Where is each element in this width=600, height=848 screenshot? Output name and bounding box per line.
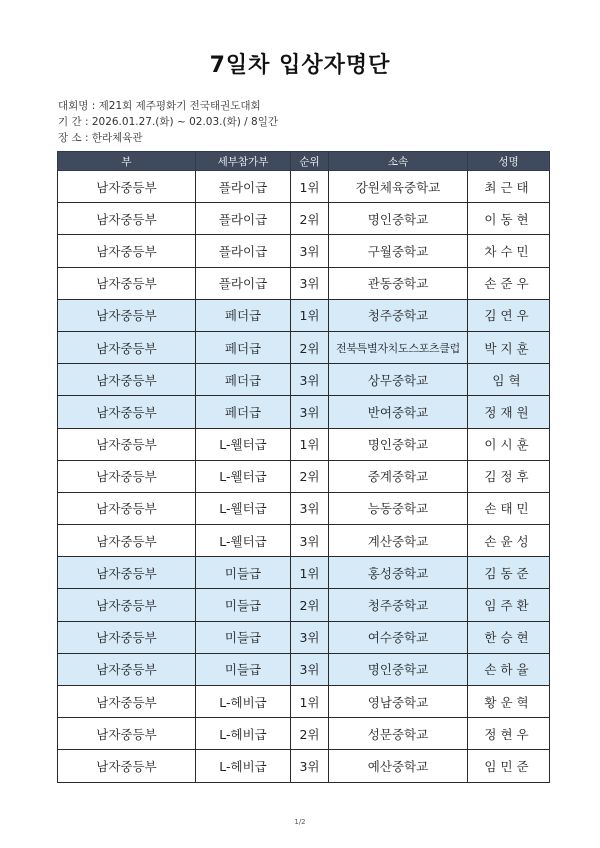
cell-division: 남자중등부 — [58, 396, 196, 428]
cell-club: 성문중학교 — [329, 718, 468, 750]
cell-name: 임주환 — [468, 589, 550, 621]
cell-weight-class: 페더급 — [196, 364, 291, 396]
cell-division: 남자중등부 — [58, 460, 196, 492]
cell-weight-class: 페더급 — [196, 299, 291, 331]
cell-club: 구월중학교 — [329, 235, 468, 267]
page-number: 1/2 — [294, 818, 306, 826]
cell-club: 예산중학교 — [329, 750, 468, 782]
cell-weight-class: L-헤비급 — [196, 750, 291, 782]
table-row — [58, 396, 550, 428]
cell-name: 황운혁 — [468, 686, 550, 718]
cell-club: 관동중학교 — [329, 267, 468, 299]
cell-name: 최근태 — [468, 171, 550, 203]
cell-division: 남자중등부 — [58, 525, 196, 557]
cell-rank: 3위 — [291, 621, 329, 653]
competition-venue: 장 소 : 한라체육관 — [58, 132, 143, 144]
cell-rank: 3위 — [291, 235, 329, 267]
cell-club: 중계중학교 — [329, 460, 468, 492]
cell-name: 정현우 — [468, 718, 550, 750]
cell-name: 김정후 — [468, 460, 550, 492]
cell-rank: 3위 — [291, 525, 329, 557]
table-row — [58, 557, 550, 589]
cell-name: 이시훈 — [468, 428, 550, 460]
table-row — [58, 653, 550, 685]
table-header-row — [58, 152, 550, 171]
cell-division: 남자중등부 — [58, 171, 196, 203]
cell-rank: 1위 — [291, 171, 329, 203]
cell-division: 남자중등부 — [58, 621, 196, 653]
cell-weight-class: 미들급 — [196, 621, 291, 653]
cell-rank: 3위 — [291, 396, 329, 428]
cell-rank: 1위 — [291, 428, 329, 460]
cell-club: 계산중학교 — [329, 525, 468, 557]
cell-weight-class: 플라이급 — [196, 203, 291, 235]
cell-name: 손윤성 — [468, 525, 550, 557]
cell-weight-class: 플라이급 — [196, 235, 291, 267]
table-row — [58, 460, 550, 492]
cell-weight-class: 플라이급 — [196, 171, 291, 203]
table-row — [58, 525, 550, 557]
cell-name: 박지훈 — [468, 331, 550, 363]
cell-name: 손하율 — [468, 653, 550, 685]
cell-division: 남자중등부 — [58, 492, 196, 524]
cell-rank: 2위 — [291, 718, 329, 750]
table-row — [58, 331, 550, 363]
cell-rank: 2위 — [291, 589, 329, 621]
cell-rank: 3위 — [291, 267, 329, 299]
header-rank: 순위 — [291, 152, 329, 171]
cell-division: 남자중등부 — [58, 686, 196, 718]
cell-club: 영남중학교 — [329, 686, 468, 718]
cell-club: 청주중학교 — [329, 299, 468, 331]
cell-weight-class: L-헤비급 — [196, 686, 291, 718]
table-row — [58, 235, 550, 267]
cell-name: 김동준 — [468, 557, 550, 589]
cell-rank: 1위 — [291, 686, 329, 718]
cell-weight-class: L-웰터급 — [196, 460, 291, 492]
cell-division: 남자중등부 — [58, 653, 196, 685]
competition-info — [58, 98, 278, 146]
table-row — [58, 364, 550, 396]
cell-weight-class: 미들급 — [196, 557, 291, 589]
cell-division: 남자중등부 — [58, 299, 196, 331]
competition-period: 기 간 : 2026.01.27.(화) ~ 02.03.(화) / 8일간 — [58, 116, 279, 128]
table-row — [58, 428, 550, 460]
cell-name: 한승현 — [468, 621, 550, 653]
cell-name: 정재원 — [468, 396, 550, 428]
winners-table — [57, 151, 550, 783]
cell-division: 남자중등부 — [58, 718, 196, 750]
table-row — [58, 589, 550, 621]
cell-division: 남자중등부 — [58, 203, 196, 235]
table-row — [58, 718, 550, 750]
table-row — [58, 203, 550, 235]
table-row — [58, 492, 550, 524]
cell-division: 남자중등부 — [58, 428, 196, 460]
header-division: 부 — [58, 152, 196, 171]
cell-rank: 3위 — [291, 653, 329, 685]
header-name: 성명 — [468, 152, 550, 171]
cell-name: 차수민 — [468, 235, 550, 267]
cell-division: 남자중등부 — [58, 557, 196, 589]
cell-club: 강원체육중학교 — [329, 171, 468, 203]
cell-division: 남자중등부 — [58, 364, 196, 396]
cell-club: 전북특별자치도스포츠클럽 — [329, 331, 468, 363]
cell-name: 손준우 — [468, 267, 550, 299]
cell-club: 여수중학교 — [329, 621, 468, 653]
cell-weight-class: L-웰터급 — [196, 525, 291, 557]
cell-club: 상무중학교 — [329, 364, 468, 396]
cell-name: 이동현 — [468, 203, 550, 235]
cell-club: 능동중학교 — [329, 492, 468, 524]
cell-name: 손태민 — [468, 492, 550, 524]
cell-club: 홍성중학교 — [329, 557, 468, 589]
cell-weight-class: L-웰터급 — [196, 428, 291, 460]
cell-rank: 2위 — [291, 460, 329, 492]
table-row — [58, 750, 550, 782]
table-row — [58, 621, 550, 653]
table-row — [58, 267, 550, 299]
cell-division: 남자중등부 — [58, 589, 196, 621]
cell-name: 김연우 — [468, 299, 550, 331]
competition-name: 대회명 : 제21회 제주평화기 전국태권도대회 — [58, 100, 261, 112]
cell-weight-class: 플라이급 — [196, 267, 291, 299]
cell-rank: 2위 — [291, 203, 329, 235]
cell-weight-class: L-헤비급 — [196, 718, 291, 750]
cell-name: 임민준 — [468, 750, 550, 782]
cell-rank: 3위 — [291, 750, 329, 782]
cell-rank: 2위 — [291, 331, 329, 363]
table-row — [58, 171, 550, 203]
header-weight-class: 세부참가부 — [196, 152, 291, 171]
cell-rank: 3위 — [291, 364, 329, 396]
cell-weight-class: 미들급 — [196, 653, 291, 685]
page-title: 7일차 입상자명단 — [209, 53, 391, 78]
cell-name: 임혁 — [468, 364, 550, 396]
table-row — [58, 299, 550, 331]
cell-rank: 1위 — [291, 557, 329, 589]
cell-division: 남자중등부 — [58, 331, 196, 363]
cell-club: 명인중학교 — [329, 203, 468, 235]
cell-rank: 3위 — [291, 492, 329, 524]
cell-weight-class: L-웰터급 — [196, 492, 291, 524]
cell-division: 남자중등부 — [58, 235, 196, 267]
cell-weight-class: 페더급 — [196, 331, 291, 363]
cell-club: 청주중학교 — [329, 589, 468, 621]
cell-division: 남자중등부 — [58, 750, 196, 782]
cell-division: 남자중등부 — [58, 267, 196, 299]
cell-weight-class: 미들급 — [196, 589, 291, 621]
cell-club: 반여중학교 — [329, 396, 468, 428]
cell-club: 명인중학교 — [329, 653, 468, 685]
cell-weight-class: 페더급 — [196, 396, 291, 428]
cell-rank: 1위 — [291, 299, 329, 331]
header-club: 소속 — [329, 152, 468, 171]
cell-club: 명인중학교 — [329, 428, 468, 460]
table-row — [58, 686, 550, 718]
